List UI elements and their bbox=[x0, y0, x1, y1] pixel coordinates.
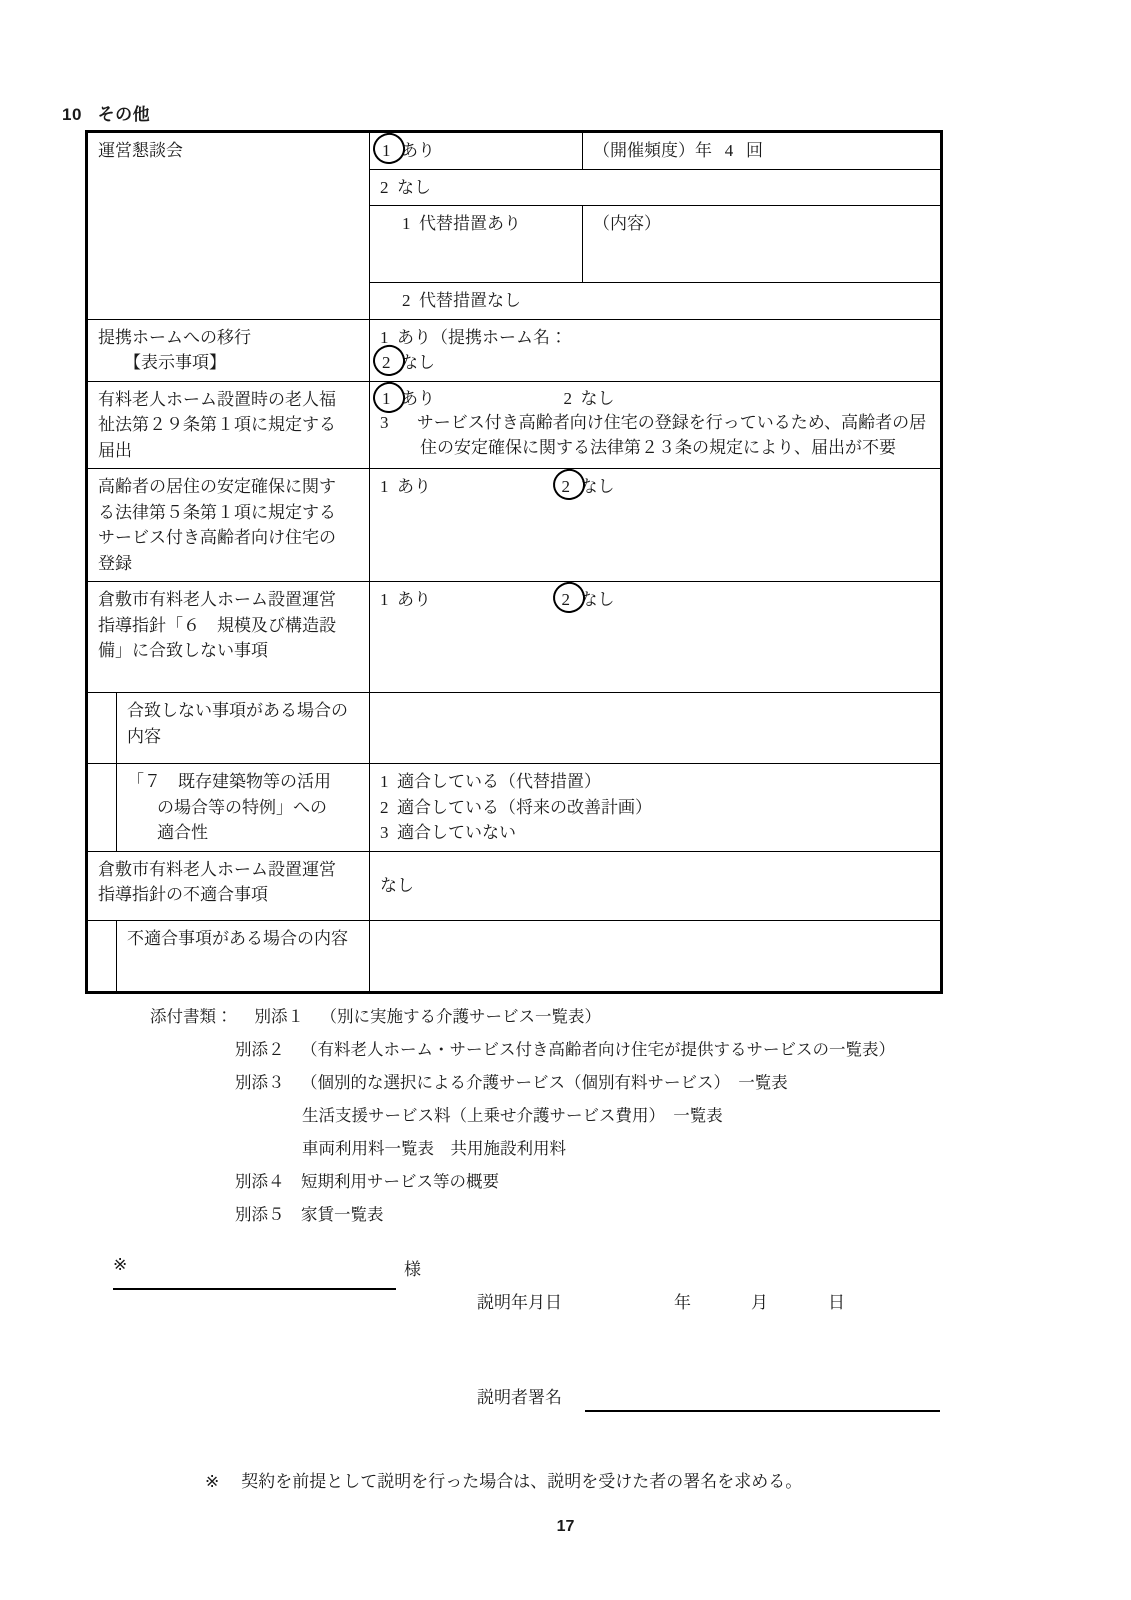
attachment-tag-2: 別添３ bbox=[235, 1073, 285, 1092]
signer-signature-rule[interactable] bbox=[585, 1410, 940, 1412]
footnote bbox=[205, 1467, 802, 1492]
notification-opt3-text: サービス付き高齢者向け住宅の登録を行っているため、高齢者の居住の安定確保に関する法律第２３条の規定により、届出が不要 bbox=[416, 413, 927, 457]
circled-choice-5: 2 bbox=[560, 587, 573, 613]
explain-date-label: 説明年月日 bbox=[477, 1293, 562, 1312]
attachment-tag-1: 別添２ bbox=[235, 1040, 285, 1059]
notification-label-line2: 祉法第２９条第１項に規定する bbox=[98, 415, 336, 434]
nonconformity-label-line1: 倉敷市有料老人ホーム設置運営 bbox=[98, 859, 336, 879]
registration-opt2-text: なし bbox=[580, 477, 615, 496]
section-number: 10 bbox=[62, 105, 82, 124]
notification-opt2-num: 2 bbox=[563, 388, 572, 408]
meeting-sub1-content-label: （内容） bbox=[593, 214, 661, 233]
explain-day-unit: 日 bbox=[828, 1293, 845, 1312]
notification-opt3-num: 3 bbox=[380, 413, 389, 433]
registration-opt1-num: 1 bbox=[380, 477, 389, 496]
circled-choice-4: 2 bbox=[560, 474, 573, 500]
signer-label: 説明者署名 bbox=[477, 1388, 562, 1407]
transfer-label-line2: 【表示事項】 bbox=[124, 353, 226, 372]
notification-opt2-text: なし bbox=[580, 388, 615, 408]
guideline6-label-line2: 指導指針「６ 規模及び構造設 bbox=[98, 615, 336, 635]
attachment-text-4: 車両利用料一覧表 共用施設利用料 bbox=[302, 1139, 566, 1158]
registration-opt1-text: あり bbox=[397, 477, 431, 496]
guideline6-opt1-text: あり bbox=[397, 590, 431, 609]
meeting-opt2-num: 2 bbox=[380, 177, 389, 197]
guideline6-opt2-text: なし bbox=[580, 590, 615, 609]
explain-year-unit: 年 bbox=[674, 1293, 691, 1312]
attachment-text-5: 短期利用サービス等の概要 bbox=[301, 1172, 499, 1191]
nonconformity-value: なし bbox=[380, 875, 414, 895]
transfer-opt1-text: あり（提携ホーム名： bbox=[397, 327, 567, 347]
frequency-label: （開催頻度）年 bbox=[593, 141, 712, 160]
notification-label-line1: 有料老人ホーム設置時の老人福 bbox=[98, 389, 336, 409]
explain-month-unit: 月 bbox=[751, 1293, 768, 1312]
explain-date-row bbox=[477, 1288, 845, 1313]
notification-label-line3: 届出 bbox=[98, 440, 132, 460]
guideline6-opt1-num: 1 bbox=[380, 590, 389, 609]
meeting-sub2-num: 2 bbox=[402, 291, 411, 310]
transfer-opt1-num: 1 bbox=[380, 327, 389, 347]
frequency-unit: 回 bbox=[746, 141, 763, 160]
mismatch-detail-label-line2: 内容 bbox=[127, 726, 161, 746]
recipient-honorific: 様 bbox=[404, 1260, 421, 1279]
circled-choice-2: 2 bbox=[380, 350, 393, 376]
mismatch-detail-label-line1: 合致しない事項がある場合の bbox=[127, 701, 348, 720]
existing-building-label-line3: 適合性 bbox=[157, 823, 208, 842]
nonconformity-label-line2: 指導指針の不適合事項 bbox=[98, 885, 268, 904]
attachment-tag-6: 別添５ bbox=[235, 1205, 285, 1224]
attachments-heading: 添付書類： bbox=[150, 1007, 233, 1026]
notification-opt1-text: あり bbox=[401, 388, 435, 408]
attachment-text-2: （個別的な選択による介護サービス（個別有料サービス） 一覧表 bbox=[301, 1073, 788, 1092]
circled-choice-1: 1 bbox=[380, 138, 393, 164]
frequency-value: 4 bbox=[724, 141, 734, 160]
transfer-label-line1: 提携ホームへの移行 bbox=[98, 327, 251, 347]
meeting-label: 運営懇談会 bbox=[98, 141, 183, 160]
meeting-opt2-text: なし bbox=[397, 177, 431, 197]
existing-building-opt1-text: 適合している（代替措置） bbox=[397, 772, 601, 791]
registration-label-line3: サービス付き高齢者向け住宅の bbox=[98, 528, 336, 547]
meeting-opt1-text: あり bbox=[401, 141, 435, 160]
existing-building-label-line1: 「７ 既存建築物等の活用 bbox=[127, 772, 331, 791]
attachment-text-6: 家賃一覧表 bbox=[301, 1205, 384, 1224]
existing-building-opt1-num: 1 bbox=[380, 772, 389, 791]
existing-building-opt2-num: 2 bbox=[380, 797, 389, 817]
registration-label-line4: 登録 bbox=[98, 553, 132, 573]
footnote-text: 契約を前提として説明を行った場合は、説明を受けた者の署名を求める。 bbox=[241, 1472, 803, 1491]
transfer-opt2-text: なし bbox=[401, 353, 435, 372]
footnote-mark: ※ bbox=[205, 1472, 220, 1491]
section-title: その他 bbox=[97, 105, 151, 124]
attachment-tag-0: 別添１ bbox=[254, 1007, 304, 1026]
registration-label-line2: る法律第５条第１項に規定する bbox=[98, 502, 336, 522]
meeting-sub1-num: 1 bbox=[402, 214, 411, 233]
attachment-tag-5: 別添４ bbox=[235, 1172, 285, 1191]
existing-building-opt3-text: 適合していない bbox=[397, 823, 516, 842]
circled-choice-3: 1 bbox=[380, 387, 393, 412]
page-number: 17 bbox=[556, 1518, 575, 1535]
meeting-sub2-text: 代替措置なし bbox=[419, 291, 521, 310]
attachment-text-0: （別に実施する介護サービス一覧表） bbox=[320, 1007, 601, 1026]
existing-building-opt3-num: 3 bbox=[380, 823, 389, 842]
existing-building-label-line2: の場合等の特例」への bbox=[157, 797, 327, 817]
guideline6-label-line1: 倉敷市有料老人ホーム設置運営 bbox=[98, 590, 336, 609]
meeting-sub1-text: 代替措置あり bbox=[419, 214, 521, 233]
attachment-text-1: （有料老人ホーム・サービス付き高齢者向け住宅が提供するサービスの一覧表） bbox=[301, 1040, 895, 1059]
recipient-name-rule[interactable] bbox=[113, 1288, 396, 1290]
nonconformity-detail-label: 不適合事項がある場合の内容 bbox=[127, 928, 348, 948]
recipient-mark: ※ bbox=[113, 1255, 128, 1274]
registration-label-line1: 高齢者の居住の安定確保に関す bbox=[98, 477, 336, 496]
guideline6-label-line3: 備」に合致しない事項 bbox=[98, 641, 268, 660]
attachment-text-3: 生活支援サービス料（上乗せ介護サービス費用） 一覧表 bbox=[302, 1106, 723, 1125]
existing-building-opt2-text: 適合している（将来の改善計画） bbox=[397, 797, 652, 817]
